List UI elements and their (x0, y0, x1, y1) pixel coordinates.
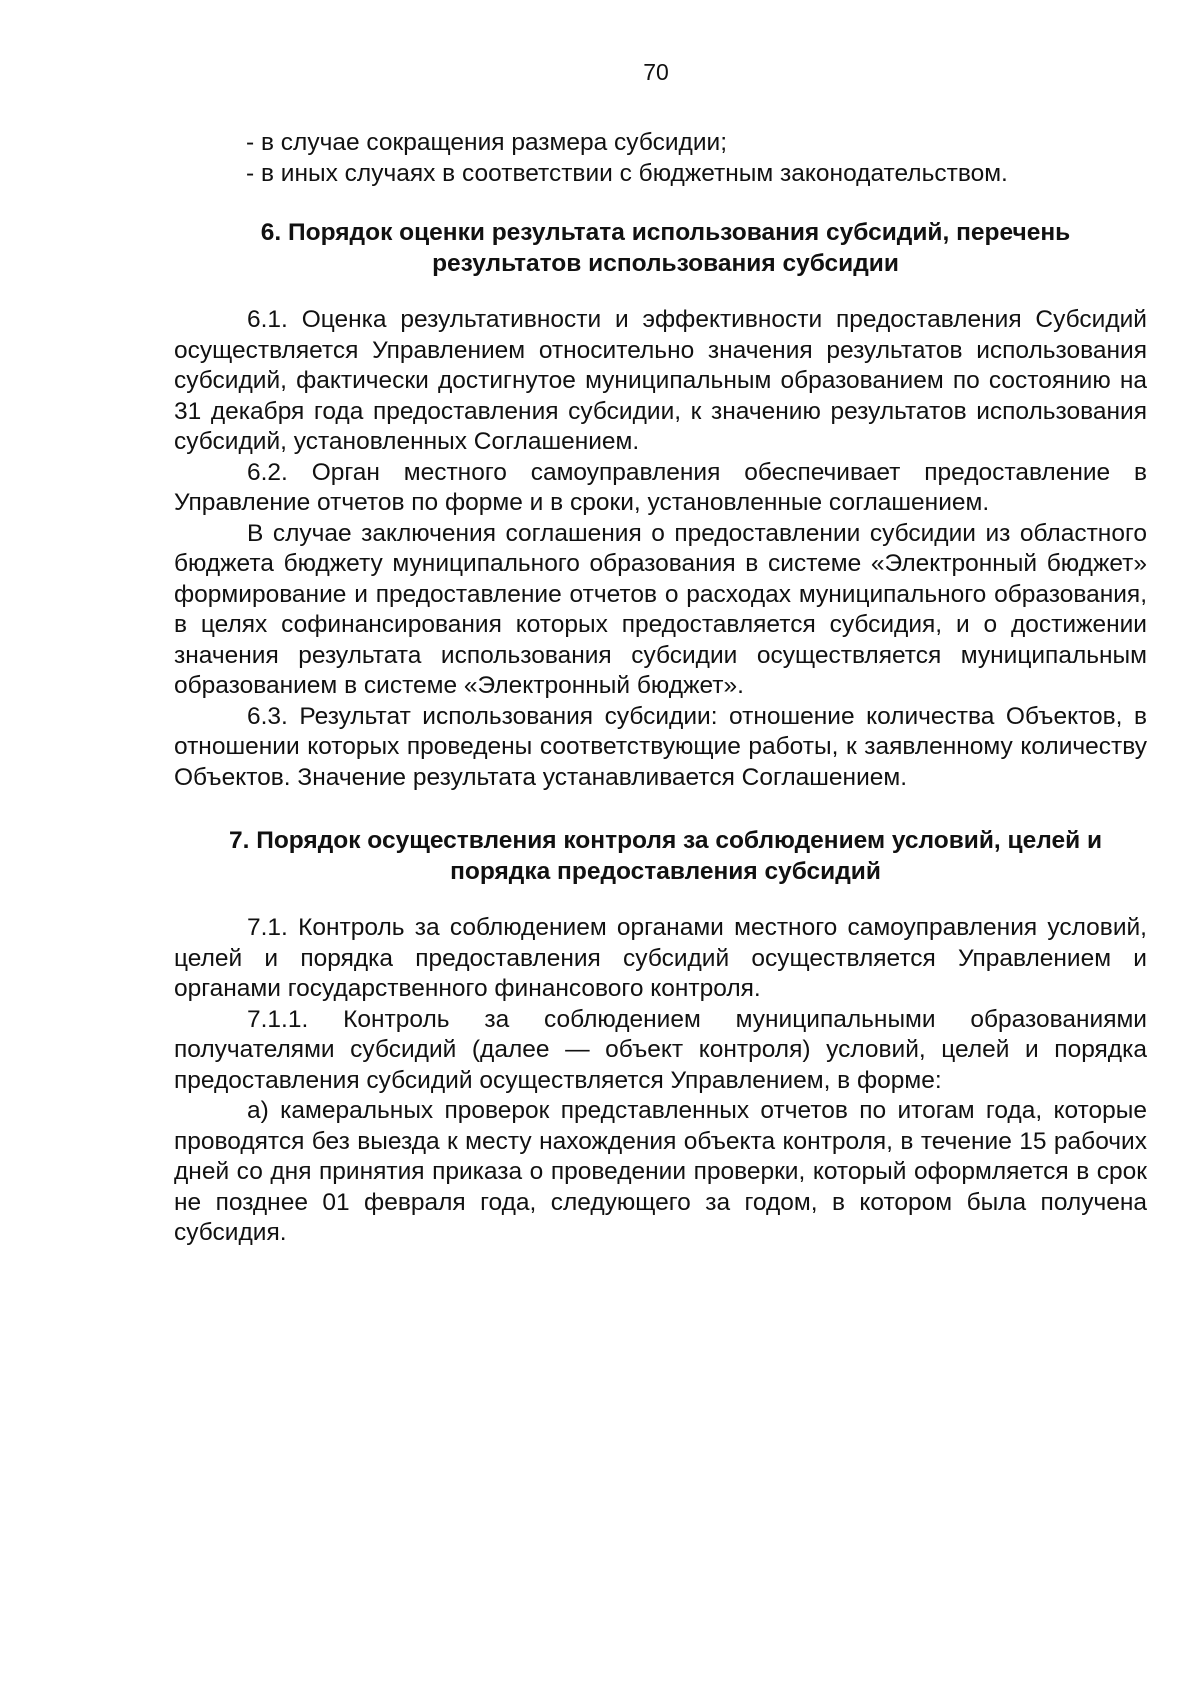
section-7-heading: 7. Порядок осуществления контроля за соблюдением условий, целей и порядка предоставления субсидий (228, 827, 1103, 885)
paragraph-7-1-1: 7.1.1. Контроль за соблюдением муниципальными образованиями получателями субсидий (далее — объект контроля) условий, целей и порядка предоставления субсидий осуществляется Управлением, в форме: (174, 1005, 1147, 1094)
paragraph-6-2: 6.2. Орган местного самоуправления обеспечивает предоставление в Управление отчетов по форме и в сроки, установленные соглашением. (174, 458, 1147, 516)
list-item: - в иных случаях в соответствии с бюджетным законодательством. (246, 159, 1008, 187)
paragraph-7-1: 7.1. Контроль за соблюдением органами местного самоуправления условий, целей и порядка предоставления субсидий осуществляется Управлением и органами государственного финансового контроля. (174, 914, 1147, 1002)
page-content (174, 128, 1147, 1249)
paragraph-6-3: 6.3. Результат использования субсидии: отношение количества Объектов, в отношении которых проведены соответствующие работы, к заявленному количеству Объектов. Значение результата устанавливается Соглашением. (174, 702, 1147, 791)
paragraph-electronic-budget: В случае заключения соглашения о предоставлении субсидии из областного бюджета бюджету муниципального образования в системе «Электронный бюджет» формирование и предоставление отчетов о расходах муниципального образования, в целях софинансирования которых предоставляется субсидия, и о достижении значения результата использования субсидии осуществляется муниципальным образованием в системе «Электронный бюджет». (174, 519, 1147, 699)
paragraph-6-1: 6.1. Оценка результативности и эффективности предоставления Субсидий осуществляется Управлением относительно значения результатов использования субсидий, фактически достигнутое муниципальным образованием по состоянию на 31 декабря года предоставления субсидии, к значению результатов использования субсидий, установленных Соглашением. (174, 306, 1147, 455)
page-number: 70 (643, 59, 669, 85)
paragraph-7-1-1-a: а) камеральных проверок представленных отчетов по итогам года, которые проводятся без выезда к месту нахождения объекта контроля, в течение 15 рабочих дней со дня принятия приказа о проведении проверки, который оформляется в срок не позднее 01 февраля года, следующего за годом, в котором была получена субсидия. (174, 1097, 1147, 1246)
list-item: - в случае сокращения размера субсидии; (246, 129, 728, 156)
section-6-heading: 6. Порядок оценки результата использования субсидий, перечень результатов использования субсидии (260, 219, 1071, 277)
